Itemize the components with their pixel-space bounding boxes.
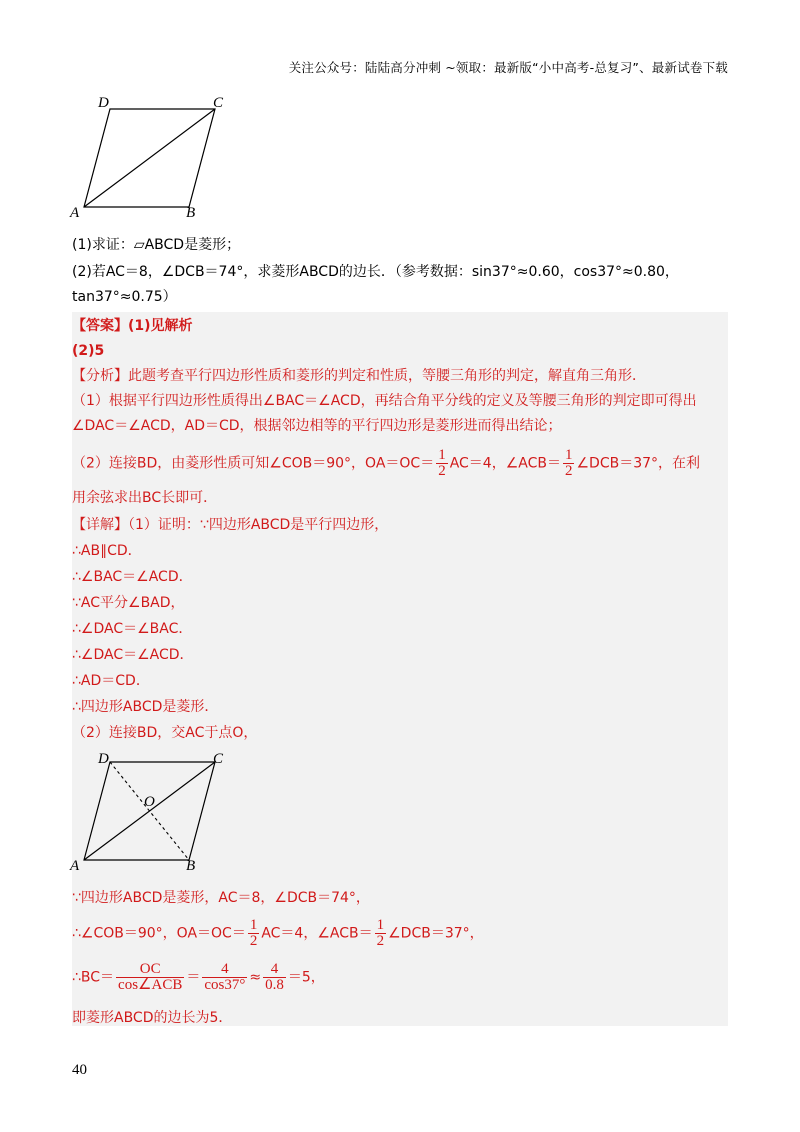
detail-line1: 【详解】（1）证明：∵四边形ABCD是平行四边形，: [72, 517, 389, 533]
answer-line2: (2)5: [72, 343, 105, 359]
vertex-label-b: B: [186, 205, 196, 221]
vertex-label-d: D: [98, 95, 109, 111]
detail-line13: 即菱形ABCD的边长为5．: [72, 1010, 233, 1026]
rhombus-diagonals-figure: [70, 748, 240, 878]
detail-line4: ∵AC平分∠BAD，: [72, 595, 185, 611]
answer-line1: 【答案】(1)见解析: [72, 318, 193, 334]
detail-line5: ∴∠DAC＝∠BAC．: [72, 621, 193, 637]
analysis-line4: （2）连接BD，由菱形性质可知∠COB＝90°，OA＝OC＝ $\frac{1}{2}$ AC＝4，∠ACB＝ $\frac{1}{2}$ ∠DCB＝37°，在利: [72, 447, 701, 479]
vertex-label-a: A: [70, 205, 80, 221]
detail-line7: ∴AD＝CD．: [72, 673, 150, 689]
vertex-label-a: A: [70, 858, 80, 874]
center-label-o: O: [144, 794, 155, 810]
detail-line2: ∴AB∥CD．: [72, 543, 142, 559]
parallelogram-figure: [70, 95, 240, 225]
vertex-label-c: C: [213, 751, 224, 767]
detail-line6: ∴∠DAC＝∠ACD．: [72, 647, 194, 663]
vertex-label-c: C: [213, 95, 224, 111]
analysis-line3: ∠DAC＝∠ACD，AD＝CD，根据邻边相等的平行四边形是菱形进而得出结论；: [72, 418, 562, 434]
detail-line3: ∴∠BAC＝∠ACD．: [72, 569, 193, 585]
analysis-line2: （1）根据平行四边形性质得出∠BAC＝∠ACD，再结合角平分线的定义及等腰三角形的判定即可得出: [72, 393, 697, 409]
question-part2: (2)若AC＝8，∠DCB＝74°，求菱形ABCD的边长．（参考数据：sin37°≈0.60，cos37°≈0.80，: [72, 264, 679, 280]
detail-line9: （2）连接BD，交AC于点O，: [72, 725, 258, 741]
vertex-label-d: D: [98, 751, 109, 767]
page-header: 关注公众号：陆陆高分冲刺 ~领取：最新版“小中高考-总复习”、最新试卷下载: [288, 60, 728, 75]
detail-line10: ∵四边形ABCD是菱形，AC＝8，∠DCB＝74°，: [72, 890, 370, 906]
analysis-line5: 用余弦求出BC长即可．: [72, 490, 218, 506]
detail-line11: ∴∠COB＝90°，OA＝OC＝ $\frac{1}{2}$ AC＝4，∠ACB＝ $\frac{1}{2}$ ∠DCB＝37°，: [72, 917, 484, 949]
question-part1: (1)求证：▱ABCD是菱形；: [72, 237, 241, 253]
vertex-label-b: B: [186, 858, 196, 874]
page-number: 40: [72, 1062, 87, 1078]
question-part2-cont: tan37°≈0.75）: [72, 289, 177, 305]
analysis-line1: 【分析】此题考查平行四边形性质和菱形的判定和性质，等腰三角形的判定，解直角三角形．: [72, 368, 646, 384]
detail-line8: ∴四边形ABCD是菱形．: [72, 699, 219, 715]
detail-line12: ∴BC＝ $\frac{OC}{\text{cos∠ACB}}$ ＝ $\frac{4}{\cos 37^\circ}$ ≈ $\frac{4}{0.8}$ ＝5，: [72, 961, 325, 993]
